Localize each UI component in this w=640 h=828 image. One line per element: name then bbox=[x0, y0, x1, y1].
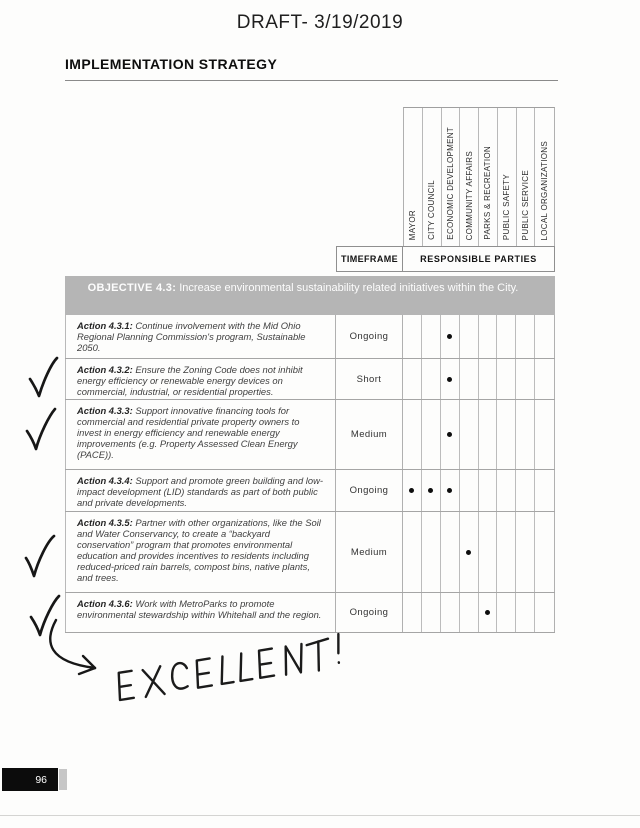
party-cell bbox=[535, 593, 554, 632]
table-row bbox=[65, 359, 555, 400]
party-cell bbox=[535, 400, 554, 469]
objective-text: Increase environmental sustainability related initiatives within the City. bbox=[179, 282, 519, 294]
table-row bbox=[65, 400, 555, 470]
party-column-public-safety bbox=[498, 108, 517, 246]
party-cell bbox=[441, 512, 460, 592]
party-cell bbox=[460, 400, 479, 469]
party-cell bbox=[460, 359, 479, 399]
party-cell bbox=[516, 315, 535, 358]
action-text-cell bbox=[65, 400, 336, 469]
party-label: ECONOMIC DEVELOPMENT bbox=[445, 127, 455, 240]
party-cell bbox=[422, 593, 441, 632]
party-cell bbox=[441, 470, 460, 511]
table-row bbox=[65, 470, 555, 512]
action-text-cell bbox=[65, 359, 336, 399]
party-cell bbox=[497, 512, 516, 592]
responsibility-cells bbox=[403, 593, 555, 632]
checkmark-icon bbox=[23, 406, 59, 454]
action-label: Action 4.3.5: bbox=[77, 517, 133, 528]
responsibility-dot bbox=[447, 377, 452, 382]
party-column-local-organizations bbox=[535, 108, 554, 246]
party-cell bbox=[479, 315, 498, 358]
table-row bbox=[65, 315, 555, 359]
party-cell bbox=[403, 315, 422, 358]
party-label: LOCAL ORGANIZATIONS bbox=[540, 140, 550, 240]
party-cell bbox=[422, 470, 441, 511]
table-row bbox=[65, 512, 555, 593]
timeframe-cell: Ongoing bbox=[336, 315, 403, 358]
party-cell bbox=[460, 593, 479, 632]
party-cell bbox=[516, 512, 535, 592]
party-cell bbox=[479, 470, 498, 511]
party-column-community-affairs bbox=[460, 108, 479, 246]
handwritten-excellent bbox=[110, 615, 370, 725]
party-label: PARKS & RECREATION bbox=[483, 146, 493, 240]
party-cell bbox=[535, 512, 554, 592]
party-cell bbox=[460, 470, 479, 511]
party-cell bbox=[479, 593, 498, 632]
party-cell bbox=[441, 400, 460, 469]
party-columns-header bbox=[403, 107, 555, 246]
objective-banner bbox=[65, 276, 555, 315]
party-column-city-council bbox=[423, 108, 442, 246]
party-cell bbox=[516, 593, 535, 632]
action-label: Action 4.3.6: bbox=[77, 598, 133, 609]
party-cell bbox=[497, 470, 516, 511]
party-cell bbox=[479, 400, 498, 469]
party-label: PUBLIC SERVICE bbox=[520, 169, 530, 240]
action-description: Support and promote green building and low-impact development (LID) standards as part of both public and private developments. bbox=[77, 475, 323, 508]
action-description: Work with MetroParks to promote environmental stewardship within Whitehall and the region. bbox=[77, 598, 322, 620]
party-cell bbox=[516, 470, 535, 511]
party-cell bbox=[403, 512, 422, 592]
party-cell bbox=[441, 359, 460, 399]
responsibility-dot bbox=[447, 488, 452, 493]
page-badge-tab bbox=[59, 769, 67, 790]
party-cell bbox=[497, 359, 516, 399]
action-label: Action 4.3.4: bbox=[77, 475, 133, 486]
responsibility-dot bbox=[447, 432, 452, 437]
rotated-header-region bbox=[65, 107, 555, 246]
responsibility-cells bbox=[403, 470, 555, 511]
party-cell bbox=[422, 359, 441, 399]
party-label: PUBLIC SAFETY bbox=[502, 173, 512, 240]
party-cell bbox=[479, 359, 498, 399]
objective-label: OBJECTIVE 4.3: bbox=[87, 282, 177, 294]
party-cell bbox=[516, 359, 535, 399]
responsibility-cells bbox=[403, 315, 555, 358]
responsibility-dot bbox=[485, 610, 490, 615]
hand-drawn-arrow-icon bbox=[38, 612, 110, 684]
party-cell bbox=[516, 400, 535, 469]
table-header-row bbox=[65, 246, 555, 272]
party-cell bbox=[403, 400, 422, 469]
responsibility-cells bbox=[403, 400, 555, 469]
party-cell bbox=[422, 315, 441, 358]
party-column-parks-recreation bbox=[479, 108, 498, 246]
party-label: MAYOR bbox=[408, 209, 418, 240]
responsible-parties-header: RESPONSIBLE PARTIES bbox=[403, 246, 555, 272]
party-cell bbox=[403, 470, 422, 511]
responsibility-cells bbox=[403, 512, 555, 592]
party-cell bbox=[497, 315, 516, 358]
action-label: Action 4.3.1: bbox=[77, 320, 133, 331]
responsibility-dot bbox=[466, 550, 471, 555]
party-cell bbox=[460, 512, 479, 592]
implementation-table bbox=[65, 107, 555, 633]
timeframe-cell: Ongoing bbox=[336, 470, 403, 511]
scan-edge-line bbox=[0, 815, 640, 816]
party-column-public-service bbox=[517, 108, 536, 246]
responsibility-dot bbox=[447, 334, 452, 339]
party-cell bbox=[403, 593, 422, 632]
responsibility-dot bbox=[409, 488, 414, 493]
action-description: Continue involvement with the Mid Ohio Regional Planning Commission's program, Sustainable 2050. bbox=[77, 320, 306, 353]
party-column-mayor bbox=[404, 108, 423, 246]
timeframe-cell: Short bbox=[336, 359, 403, 399]
party-cell bbox=[535, 470, 554, 511]
party-label: COMMUNITY AFFAIRS bbox=[464, 150, 474, 240]
party-cell bbox=[441, 315, 460, 358]
party-cell bbox=[497, 593, 516, 632]
party-cell bbox=[422, 512, 441, 592]
party-cell bbox=[497, 400, 516, 469]
action-text-cell bbox=[65, 470, 336, 511]
responsibility-cells bbox=[403, 359, 555, 399]
action-description: Ensure the Zoning Code does not inhibit energy efficiency or renewable energy devices on commercial, industrial, or residential properties. bbox=[77, 364, 303, 397]
timeframe-cell: Ongoing bbox=[336, 593, 403, 632]
action-label: Action 4.3.2: bbox=[77, 364, 133, 375]
party-cell bbox=[422, 400, 441, 469]
party-cell bbox=[460, 315, 479, 358]
draft-watermark: DRAFT- 3/19/2019 bbox=[236, 12, 404, 33]
page-title: IMPLEMENTATION STRATEGY bbox=[65, 56, 558, 81]
action-description: Partner with other organizations, like the Soil and Water Conservancy, to create a “backyard conservation” program that promotes environmental education and provides incentives to residents including reduced-priced rain barrels, compost bins, native plants, and trees. bbox=[77, 517, 321, 583]
page-number-badge: 96 bbox=[2, 768, 58, 791]
party-cell bbox=[441, 593, 460, 632]
responsibility-dot bbox=[428, 488, 433, 493]
action-label: Action 4.3.3: bbox=[77, 405, 133, 416]
action-description: Support innovative financing tools for commercial and residential private property owners to invest in energy efficiency and renewable energy improvements (e.g. Property Assessed Clean Energy (PACE)). bbox=[77, 405, 300, 460]
action-rows bbox=[65, 315, 555, 633]
checkmark-icon bbox=[22, 532, 58, 580]
action-text-cell bbox=[65, 512, 336, 592]
party-cell bbox=[535, 359, 554, 399]
party-cell bbox=[479, 512, 498, 592]
party-cell bbox=[403, 359, 422, 399]
action-text-cell bbox=[65, 315, 336, 358]
timeframe-cell: Medium bbox=[336, 400, 403, 469]
party-label: CITY COUNCIL bbox=[427, 180, 437, 240]
header-spacer bbox=[65, 246, 336, 272]
party-column-economic-development bbox=[442, 108, 461, 246]
timeframe-header: TIMEFRAME bbox=[336, 246, 403, 272]
checkmark-icon bbox=[26, 355, 62, 403]
party-cell bbox=[535, 315, 554, 358]
timeframe-cell: Medium bbox=[336, 512, 403, 592]
